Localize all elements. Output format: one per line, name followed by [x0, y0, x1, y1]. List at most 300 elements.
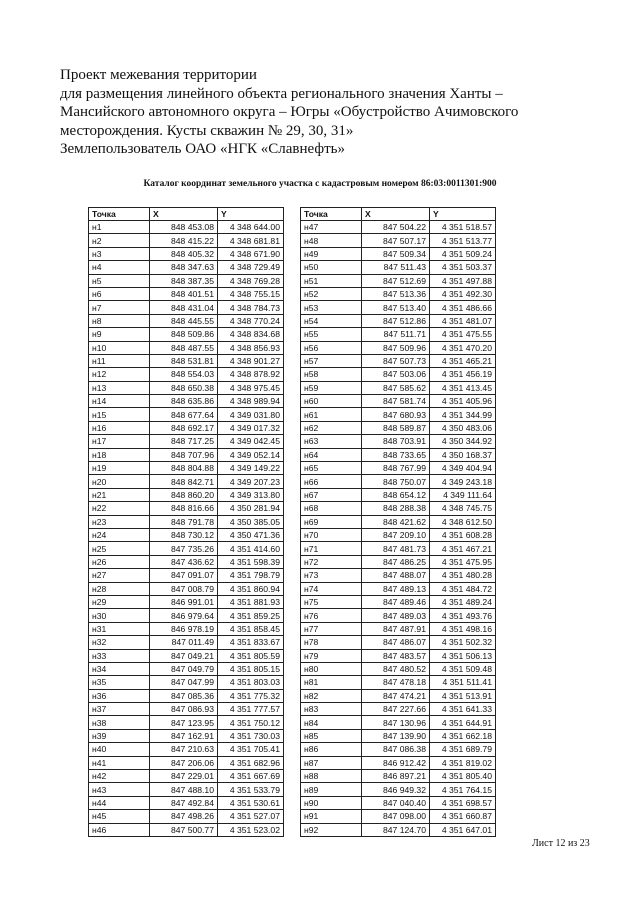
table-row — [301, 676, 496, 689]
table-row — [89, 354, 284, 367]
cell-x: 848 401.51 — [150, 287, 218, 300]
cell-y: 4 351 523.02 — [218, 823, 284, 836]
column-header-x: X — [150, 208, 218, 221]
cell-y: 4 351 480.28 — [430, 569, 496, 582]
cell-point: н53 — [301, 301, 362, 314]
table-row — [89, 395, 284, 408]
cell-x: 847 503.06 — [362, 368, 430, 381]
cell-x: 848 692.17 — [150, 421, 218, 434]
cell-y: 4 351 608.28 — [430, 528, 496, 541]
cell-x: 847 680.93 — [362, 408, 430, 421]
cell-y: 4 349 017.32 — [218, 421, 284, 434]
cell-point: н76 — [301, 609, 362, 622]
table-row — [89, 274, 284, 287]
cell-x: 848 589.87 — [362, 421, 430, 434]
cell-point: н6 — [89, 287, 150, 300]
table-row — [89, 234, 284, 247]
table-row — [301, 274, 496, 287]
cell-y: 4 351 660.87 — [430, 810, 496, 823]
cell-x: 846 949.32 — [362, 783, 430, 796]
cell-x: 848 707.96 — [150, 448, 218, 461]
table-row — [301, 528, 496, 541]
cell-y: 4 349 031.80 — [218, 408, 284, 421]
cell-y: 4 351 644.91 — [430, 716, 496, 729]
cell-point: н88 — [301, 770, 362, 783]
cell-y: 4 348 975.45 — [218, 381, 284, 394]
table-row — [301, 475, 496, 488]
cell-point: н48 — [301, 234, 362, 247]
cell-x: 847 489.13 — [362, 582, 430, 595]
cell-x: 847 513.36 — [362, 287, 430, 300]
cell-x: 847 209.10 — [362, 528, 430, 541]
table-row — [301, 595, 496, 608]
table-row — [301, 234, 496, 247]
cell-x: 847 139.90 — [362, 729, 430, 742]
cell-y: 4 351 513.77 — [430, 234, 496, 247]
cell-point: н84 — [301, 716, 362, 729]
cell-x: 847 040.40 — [362, 796, 430, 809]
cell-x: 848 804.88 — [150, 462, 218, 475]
cell-point: н18 — [89, 448, 150, 461]
cell-y: 4 351 497.88 — [430, 274, 496, 287]
column-header-point: Точка — [89, 208, 150, 221]
cell-x: 847 086.38 — [362, 743, 430, 756]
cell-y: 4 351 764.15 — [430, 783, 496, 796]
cell-x: 847 500.77 — [150, 823, 218, 836]
table-row — [89, 569, 284, 582]
table-row — [89, 328, 284, 341]
table-row — [301, 783, 496, 796]
cell-y: 4 349 207.23 — [218, 475, 284, 488]
cell-x: 848 453.08 — [150, 221, 218, 234]
cell-point: н29 — [89, 595, 150, 608]
cell-y: 4 351 641.33 — [430, 703, 496, 716]
cell-x: 848 733.65 — [362, 448, 430, 461]
cell-point: н35 — [89, 676, 150, 689]
cell-y: 4 351 750.12 — [218, 716, 284, 729]
cell-y: 4 351 465.21 — [430, 354, 496, 367]
cell-x: 847 512.69 — [362, 274, 430, 287]
cell-point: н12 — [89, 368, 150, 381]
cell-x: 846 991.01 — [150, 595, 218, 608]
cell-point: н11 — [89, 354, 150, 367]
cell-point: н13 — [89, 381, 150, 394]
cell-y: 4 351 470.20 — [430, 341, 496, 354]
table-row — [301, 810, 496, 823]
cell-point: н80 — [301, 662, 362, 675]
cell-point: н1 — [89, 221, 150, 234]
cell-x: 848 717.25 — [150, 435, 218, 448]
cell-y: 4 351 698.57 — [430, 796, 496, 809]
table-row — [89, 488, 284, 501]
cell-point: н7 — [89, 301, 150, 314]
column-header-y: Y — [218, 208, 284, 221]
cell-y: 4 349 149.22 — [218, 462, 284, 475]
cell-y: 4 351 705.41 — [218, 743, 284, 756]
table-row — [301, 221, 496, 234]
table-row — [301, 341, 496, 354]
cell-y: 4 351 777.57 — [218, 703, 284, 716]
cell-y: 4 350 385.05 — [218, 515, 284, 528]
cell-x: 848 654.12 — [362, 488, 430, 501]
table-row — [301, 716, 496, 729]
cell-x: 848 531.81 — [150, 354, 218, 367]
table-row — [89, 528, 284, 541]
table-row — [89, 314, 284, 327]
table-row — [301, 515, 496, 528]
cell-y: 4 348 769.28 — [218, 274, 284, 287]
column-header-point: Точка — [301, 208, 362, 221]
cell-y: 4 349 052.14 — [218, 448, 284, 461]
header-line: для размещения линейного объекта регионального значения Ханты – — [60, 85, 503, 102]
cell-x: 848 445.55 — [150, 314, 218, 327]
cell-y: 4 351 730.03 — [218, 729, 284, 742]
cell-point: н59 — [301, 381, 362, 394]
cell-point: н66 — [301, 475, 362, 488]
cell-y: 4 348 644.00 — [218, 221, 284, 234]
cell-y: 4 348 671.90 — [218, 247, 284, 260]
cell-point: н81 — [301, 676, 362, 689]
cell-y: 4 350 281.94 — [218, 502, 284, 515]
table-row — [301, 261, 496, 274]
table-row — [301, 756, 496, 769]
cell-point: н4 — [89, 261, 150, 274]
cell-y: 4 351 509.48 — [430, 662, 496, 675]
cell-y: 4 348 784.73 — [218, 301, 284, 314]
cell-x: 847 481.73 — [362, 542, 430, 555]
table-row — [301, 743, 496, 756]
cell-x: 847 474.21 — [362, 689, 430, 702]
cell-y: 4 351 881.93 — [218, 595, 284, 608]
cell-x: 847 504.22 — [362, 221, 430, 234]
cell-point: н69 — [301, 515, 362, 528]
cell-y: 4 351 833.67 — [218, 636, 284, 649]
cell-y: 4 351 405.96 — [430, 395, 496, 408]
cell-y: 4 351 530.61 — [218, 796, 284, 809]
cell-point: н14 — [89, 395, 150, 408]
table-row — [301, 542, 496, 555]
table-row — [89, 582, 284, 595]
table-row — [301, 435, 496, 448]
table-row — [301, 662, 496, 675]
cell-y: 4 351 682.96 — [218, 756, 284, 769]
cell-point: н15 — [89, 408, 150, 421]
table-header-row — [89, 208, 284, 221]
table-row — [89, 261, 284, 274]
cell-point: н39 — [89, 729, 150, 742]
cell-x: 848 703.91 — [362, 435, 430, 448]
cell-y: 4 351 858.45 — [218, 622, 284, 635]
cell-y: 4 351 689.79 — [430, 743, 496, 756]
cell-point: н90 — [301, 796, 362, 809]
cell-y: 4 351 775.32 — [218, 689, 284, 702]
table-row — [301, 462, 496, 475]
cell-point: н87 — [301, 756, 362, 769]
table-row — [89, 636, 284, 649]
cell-y: 4 351 484.72 — [430, 582, 496, 595]
cell-y: 4 351 511.41 — [430, 676, 496, 689]
cell-point: н60 — [301, 395, 362, 408]
table-row — [301, 502, 496, 515]
table-row — [301, 448, 496, 461]
cell-point: н25 — [89, 542, 150, 555]
cell-point: н33 — [89, 649, 150, 662]
cell-y: 4 349 042.45 — [218, 435, 284, 448]
cell-x: 847 098.00 — [362, 810, 430, 823]
cell-y: 4 351 467.21 — [430, 542, 496, 555]
cell-point: н26 — [89, 555, 150, 568]
cell-point: н40 — [89, 743, 150, 756]
table-row — [89, 770, 284, 783]
catalog-title: Каталог координат земельного участка с кадастровым номером 86:03:0011301:900 — [143, 179, 497, 189]
coordinates-table-left — [88, 207, 284, 837]
cell-point: н61 — [301, 408, 362, 421]
cell-x: 847 585.62 — [362, 381, 430, 394]
cell-point: н41 — [89, 756, 150, 769]
cell-point: н70 — [301, 528, 362, 541]
cell-x: 847 486.07 — [362, 636, 430, 649]
table-row — [89, 555, 284, 568]
cell-x: 846 978.19 — [150, 622, 218, 635]
cell-x: 848 347.63 — [150, 261, 218, 274]
cell-x: 847 511.71 — [362, 328, 430, 341]
cell-y: 4 351 803.03 — [218, 676, 284, 689]
cell-x: 848 860.20 — [150, 488, 218, 501]
table-row — [301, 649, 496, 662]
table-row — [301, 823, 496, 836]
cell-point: н10 — [89, 341, 150, 354]
cell-point: н68 — [301, 502, 362, 515]
cell-point: н65 — [301, 462, 362, 475]
coordinates-table-right — [300, 207, 496, 837]
cell-x: 846 897.21 — [362, 770, 430, 783]
cell-x: 848 431.04 — [150, 301, 218, 314]
table-row — [89, 542, 284, 555]
table-row — [301, 314, 496, 327]
cell-point: н86 — [301, 743, 362, 756]
cell-x: 848 387.35 — [150, 274, 218, 287]
cell-y: 4 351 805.40 — [430, 770, 496, 783]
cell-y: 4 351 481.07 — [430, 314, 496, 327]
table-row — [89, 649, 284, 662]
table-row — [301, 569, 496, 582]
cell-point: н83 — [301, 703, 362, 716]
cell-y: 4 351 498.16 — [430, 622, 496, 635]
cell-point: н28 — [89, 582, 150, 595]
cell-point: н34 — [89, 662, 150, 675]
cell-point: н71 — [301, 542, 362, 555]
cell-x: 848 509.86 — [150, 328, 218, 341]
cell-x: 848 816.66 — [150, 502, 218, 515]
table-row — [89, 676, 284, 689]
cell-point: н8 — [89, 314, 150, 327]
cell-x: 848 554.03 — [150, 368, 218, 381]
cell-y: 4 351 598.39 — [218, 555, 284, 568]
table-row — [89, 462, 284, 475]
table-row — [301, 287, 496, 300]
cell-y: 4 351 533.79 — [218, 783, 284, 796]
cell-x: 847 130.96 — [362, 716, 430, 729]
cell-x: 847 480.52 — [362, 662, 430, 675]
cell-point: н46 — [89, 823, 150, 836]
cell-point: н44 — [89, 796, 150, 809]
cell-x: 848 677.64 — [150, 408, 218, 421]
cell-x: 847 478.18 — [362, 676, 430, 689]
cell-x: 847 162.91 — [150, 729, 218, 742]
cell-point: н37 — [89, 703, 150, 716]
table-row — [89, 689, 284, 702]
table-row — [89, 622, 284, 635]
cell-point: н2 — [89, 234, 150, 247]
cell-x: 847 507.73 — [362, 354, 430, 367]
cell-x: 848 791.78 — [150, 515, 218, 528]
cell-y: 4 348 681.81 — [218, 234, 284, 247]
table-row — [301, 609, 496, 622]
table-row — [89, 810, 284, 823]
table-row — [301, 555, 496, 568]
cell-x: 847 509.34 — [362, 247, 430, 260]
cell-y: 4 349 313.80 — [218, 488, 284, 501]
table-row — [89, 662, 284, 675]
cell-x: 847 489.46 — [362, 595, 430, 608]
cell-y: 4 351 805.15 — [218, 662, 284, 675]
cell-point: н21 — [89, 488, 150, 501]
table-row — [301, 488, 496, 501]
cell-x: 847 507.17 — [362, 234, 430, 247]
cell-x: 847 511.43 — [362, 261, 430, 274]
table-row — [89, 475, 284, 488]
cell-y: 4 348 770.24 — [218, 314, 284, 327]
table-row — [89, 743, 284, 756]
cell-y: 4 350 344.92 — [430, 435, 496, 448]
cell-point: н9 — [89, 328, 150, 341]
cell-x: 848 842.71 — [150, 475, 218, 488]
cell-x: 848 650.38 — [150, 381, 218, 394]
cell-y: 4 348 834.68 — [218, 328, 284, 341]
cell-y: 4 348 612.50 — [430, 515, 496, 528]
table-row — [89, 823, 284, 836]
table-row — [89, 421, 284, 434]
cell-y: 4 351 492.30 — [430, 287, 496, 300]
table-row — [89, 287, 284, 300]
cell-point: н31 — [89, 622, 150, 635]
table-row — [89, 381, 284, 394]
cell-y: 4 348 729.49 — [218, 261, 284, 274]
cell-y: 4 351 414.60 — [218, 542, 284, 555]
cell-x: 846 912.42 — [362, 756, 430, 769]
cell-point: н5 — [89, 274, 150, 287]
cell-y: 4 349 404.94 — [430, 462, 496, 475]
cell-y: 4 351 506.13 — [430, 649, 496, 662]
cell-y: 4 350 168.37 — [430, 448, 496, 461]
cell-point: н64 — [301, 448, 362, 461]
cell-point: н24 — [89, 528, 150, 541]
cell-point: н3 — [89, 247, 150, 260]
column-header-y: Y — [430, 208, 496, 221]
cell-x: 847 011.49 — [150, 636, 218, 649]
cell-x: 847 492.84 — [150, 796, 218, 809]
table-row — [89, 435, 284, 448]
table-row — [301, 381, 496, 394]
cell-point: н49 — [301, 247, 362, 260]
cell-y: 4 348 745.75 — [430, 502, 496, 515]
cell-point: н50 — [301, 261, 362, 274]
table-row — [301, 328, 496, 341]
cell-point: н54 — [301, 314, 362, 327]
cell-point: н17 — [89, 435, 150, 448]
cell-point: н58 — [301, 368, 362, 381]
table-row — [301, 796, 496, 809]
cell-x: 847 091.07 — [150, 569, 218, 582]
table-row — [89, 796, 284, 809]
cell-point: н42 — [89, 770, 150, 783]
cell-point: н75 — [301, 595, 362, 608]
cell-x: 847 513.40 — [362, 301, 430, 314]
cell-x: 847 489.03 — [362, 609, 430, 622]
header-line: Землепользователь ОАО «НГК «Славнефть» — [60, 141, 345, 157]
cell-y: 4 351 859.25 — [218, 609, 284, 622]
cell-x: 848 415.22 — [150, 234, 218, 247]
table-row — [301, 582, 496, 595]
cell-point: н23 — [89, 515, 150, 528]
cell-x: 847 436.62 — [150, 555, 218, 568]
cell-y: 4 351 798.79 — [218, 569, 284, 582]
table-row — [301, 301, 496, 314]
header-line: Мансийского автономного округа – Югры «Обустройство Ачимовского — [60, 104, 519, 120]
cell-x: 847 206.06 — [150, 756, 218, 769]
cell-y: 4 351 509.24 — [430, 247, 496, 260]
cell-point: н36 — [89, 689, 150, 702]
cell-x: 847 498.26 — [150, 810, 218, 823]
table-row — [301, 703, 496, 716]
cell-point: н77 — [301, 622, 362, 635]
table-header-row — [301, 208, 496, 221]
cell-x: 847 229.01 — [150, 770, 218, 783]
table-row — [301, 636, 496, 649]
cell-y: 4 351 413.45 — [430, 381, 496, 394]
cell-x: 847 735.26 — [150, 542, 218, 555]
cell-y: 4 351 527.07 — [218, 810, 284, 823]
cell-y: 4 351 662.18 — [430, 729, 496, 742]
table-row — [301, 729, 496, 742]
cell-point: н16 — [89, 421, 150, 434]
cell-x: 847 512.86 — [362, 314, 430, 327]
cell-y: 4 350 471.36 — [218, 528, 284, 541]
cell-x: 847 488.07 — [362, 569, 430, 582]
cell-point: н72 — [301, 555, 362, 568]
table-row — [89, 703, 284, 716]
cell-y: 4 351 502.32 — [430, 636, 496, 649]
cell-y: 4 351 805.59 — [218, 649, 284, 662]
table-row — [89, 341, 284, 354]
cell-x: 847 086.93 — [150, 703, 218, 716]
cell-y: 4 351 493.76 — [430, 609, 496, 622]
cell-y: 4 348 989.94 — [218, 395, 284, 408]
table-row — [301, 395, 496, 408]
cell-x: 847 488.10 — [150, 783, 218, 796]
cell-point: н89 — [301, 783, 362, 796]
cell-x: 847 123.95 — [150, 716, 218, 729]
cell-x: 848 730.12 — [150, 528, 218, 541]
cell-point: н73 — [301, 569, 362, 582]
cell-point: н19 — [89, 462, 150, 475]
cell-point: н63 — [301, 435, 362, 448]
cell-x: 847 049.79 — [150, 662, 218, 675]
cell-point: н43 — [89, 783, 150, 796]
cell-x: 846 979.64 — [150, 609, 218, 622]
table-row — [89, 783, 284, 796]
table-row — [301, 354, 496, 367]
